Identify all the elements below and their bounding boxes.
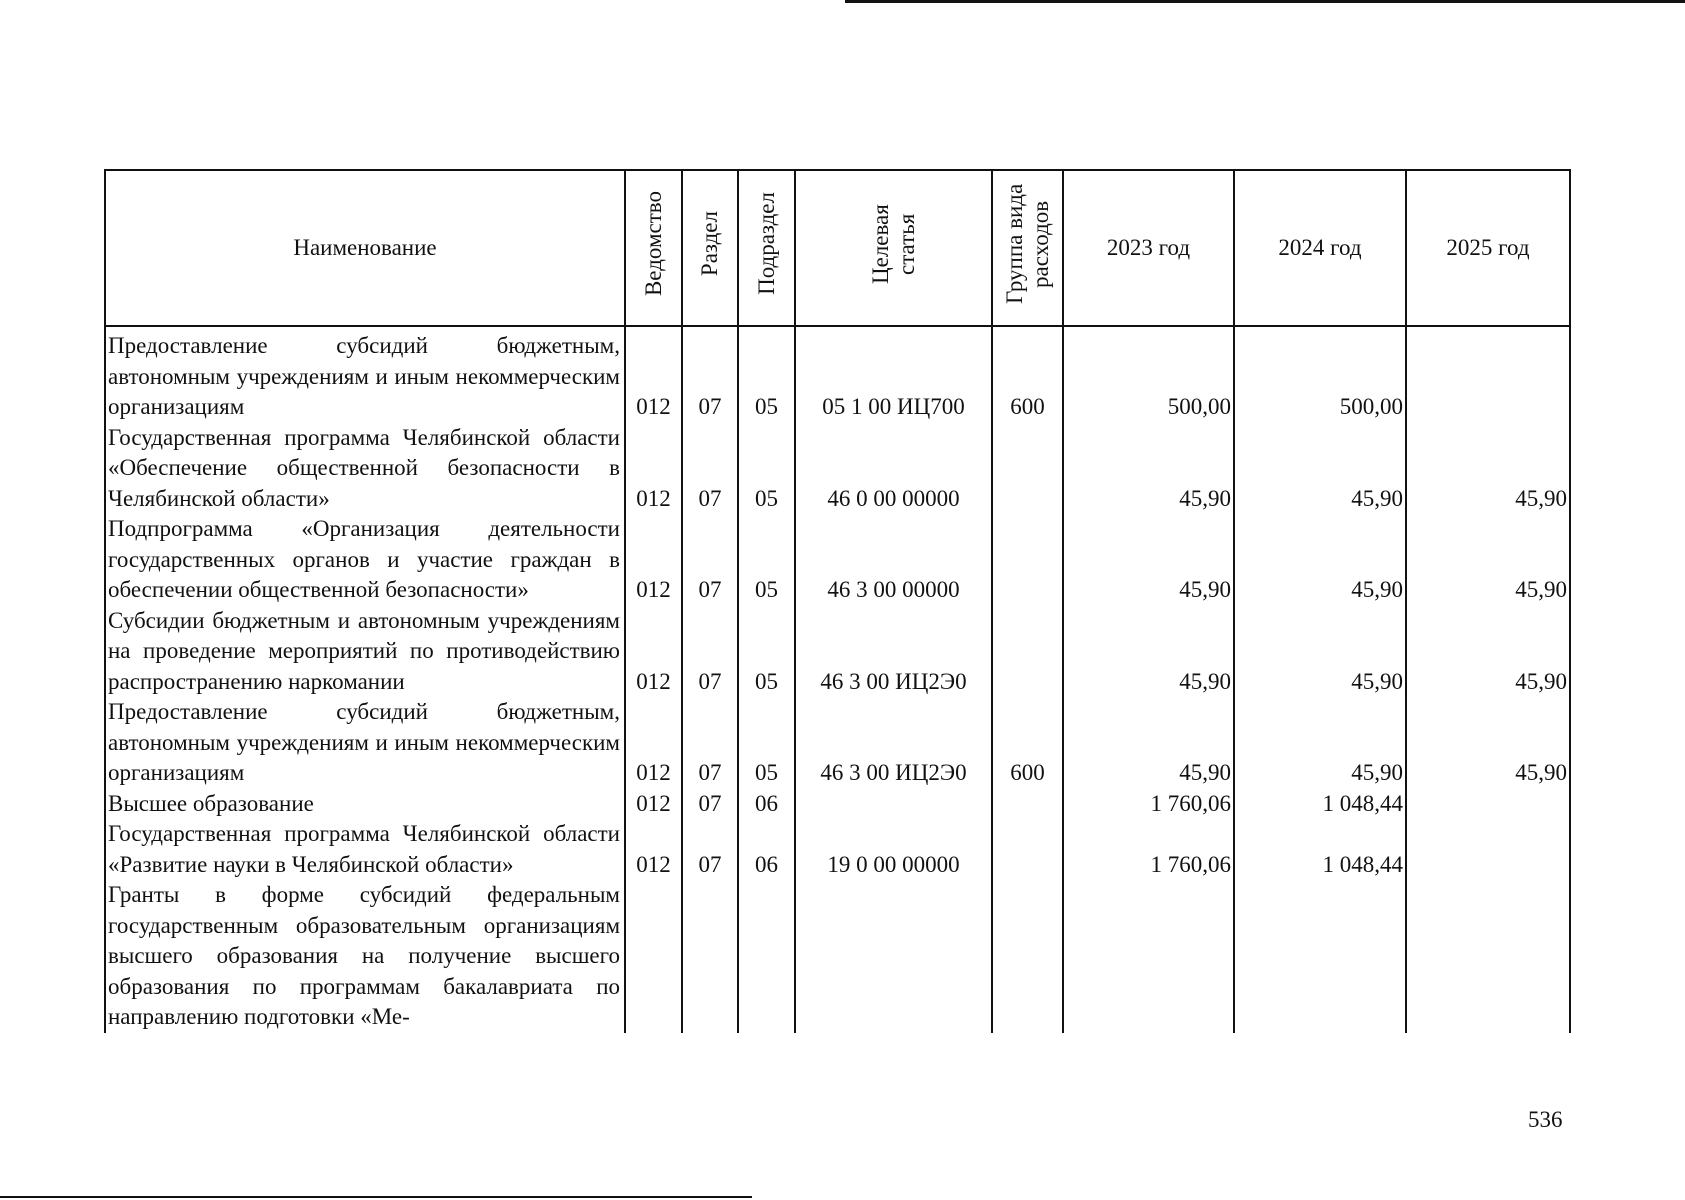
row-2025	[1406, 326, 1570, 423]
row-name: Предоставление субсидий бюджетным, автономным учреждениям и иным некоммерческим организациям	[105, 697, 625, 789]
row-vedomstvo: 012	[625, 423, 682, 515]
row-celevaya-statya: 46 3 00 00000	[795, 514, 992, 606]
row-podrazdel: 05	[738, 606, 795, 698]
row-vid-rashodov	[992, 423, 1063, 515]
row-2025	[1406, 880, 1570, 1033]
row-razdel: 07	[682, 514, 738, 606]
row-2025: 45,90	[1406, 514, 1570, 606]
row-2025: 45,90	[1406, 697, 1570, 789]
row-vid-rashodov: 600	[992, 326, 1063, 423]
row-2024	[1234, 880, 1406, 1033]
row-2023: 45,90	[1063, 697, 1234, 789]
row-name: Государственная программа Челябинской области «Развитие науки в Челябинской области»	[105, 819, 625, 880]
row-2023: 500,00	[1063, 326, 1234, 423]
row-2024: 1 048,44	[1234, 789, 1406, 820]
row-vedomstvo	[625, 880, 682, 1033]
row-podrazdel: 06	[738, 819, 795, 880]
row-celevaya-statya: 19 0 00 00000	[795, 819, 992, 880]
row-celevaya-statya: 46 0 00 00000	[795, 423, 992, 515]
row-name: Подпрограмма «Организация деятельности государственных органов и участие граждан в обеспечении общественной безопасности»	[105, 514, 625, 606]
row-2024: 45,90	[1234, 697, 1406, 789]
page-number: 536	[1528, 1107, 1563, 1132]
table-row	[105, 514, 1570, 606]
row-vid-rashodov	[992, 514, 1063, 606]
row-celevaya-statya: 46 3 00 ИЦ2Э0	[795, 697, 992, 789]
row-razdel: 07	[682, 819, 738, 880]
top-border-line	[845, 0, 1685, 3]
row-vid-rashodov	[992, 606, 1063, 698]
row-2023: 45,90	[1063, 606, 1234, 698]
header-razdel: Раздел	[682, 170, 738, 326]
bottom-border-line	[0, 1196, 752, 1198]
row-2024: 45,90	[1234, 606, 1406, 698]
row-2023: 1 760,06	[1063, 789, 1234, 820]
row-2025	[1406, 819, 1570, 880]
row-razdel: 07	[682, 423, 738, 515]
row-celevaya-statya: 46 3 00 ИЦ2Э0	[795, 606, 992, 698]
row-podrazdel	[738, 880, 795, 1033]
row-razdel: 07	[682, 326, 738, 423]
row-vid-rashodov	[992, 789, 1063, 820]
row-2025: 45,90	[1406, 423, 1570, 515]
row-vid-rashodov: 600	[992, 697, 1063, 789]
row-2024: 500,00	[1234, 326, 1406, 423]
row-2024: 1 048,44	[1234, 819, 1406, 880]
header-2023: 2023 год	[1063, 170, 1234, 326]
row-name: Высшее образование	[105, 789, 625, 820]
row-name: Субсидии бюджетным и автономным учреждениям на проведение мероприятий по противодействию распространению наркомании	[105, 606, 625, 698]
header-2025: 2025 год	[1406, 170, 1570, 326]
table-row	[105, 326, 1570, 423]
row-vedomstvo: 012	[625, 789, 682, 820]
row-vedomstvo: 012	[625, 606, 682, 698]
row-podrazdel: 05	[738, 514, 795, 606]
row-vid-rashodov	[992, 819, 1063, 880]
row-vedomstvo: 012	[625, 819, 682, 880]
header-2024: 2024 год	[1234, 170, 1406, 326]
row-vedomstvo: 012	[625, 697, 682, 789]
row-2025: 45,90	[1406, 606, 1570, 698]
row-vid-rashodov	[992, 880, 1063, 1033]
table-row	[105, 423, 1570, 515]
row-2023	[1063, 880, 1234, 1033]
row-razdel: 07	[682, 697, 738, 789]
row-vedomstvo: 012	[625, 514, 682, 606]
header-vedomstvo: Ведомство	[625, 170, 682, 326]
row-razdel	[682, 880, 738, 1033]
row-2024: 45,90	[1234, 514, 1406, 606]
table-row	[105, 697, 1570, 789]
row-2023: 45,90	[1063, 423, 1234, 515]
row-celevaya-statya	[795, 880, 992, 1033]
header-gruppa-vida-rashodov: Группа вида расходов	[992, 170, 1063, 326]
row-vedomstvo: 012	[625, 326, 682, 423]
header-podrazdel: Подраздел	[738, 170, 795, 326]
row-podrazdel: 05	[738, 697, 795, 789]
table-row	[105, 880, 1570, 1033]
row-podrazdel: 05	[738, 326, 795, 423]
table-row	[105, 789, 1570, 820]
row-razdel: 07	[682, 789, 738, 820]
row-name: Предоставление субсидий бюджетным, автономным учреждениям и иным некоммерческим организациям	[105, 326, 625, 423]
row-2025	[1406, 789, 1570, 820]
header-celevaya-statya: Целевая статья	[795, 170, 992, 326]
row-name: Гранты в форме субсидий федеральным государственным образовательным организациям высшего образования на получение высшего образования по программам бакалавриата по направлению подготовки «Ме-	[105, 880, 625, 1033]
row-podrazdel: 05	[738, 423, 795, 515]
header-name: Наименование	[105, 170, 625, 326]
row-celevaya-statya: 05 1 00 ИЦ700	[795, 326, 992, 423]
budget-table	[104, 169, 1571, 1033]
row-2024: 45,90	[1234, 423, 1406, 515]
table-header-row	[105, 170, 1570, 326]
row-razdel: 07	[682, 606, 738, 698]
row-2023: 1 760,06	[1063, 819, 1234, 880]
row-celevaya-statya	[795, 789, 992, 820]
row-podrazdel: 06	[738, 789, 795, 820]
row-2023: 45,90	[1063, 514, 1234, 606]
row-name: Государственная программа Челябинской области «Обеспечение общественной безопасности в Челябинской области»	[105, 423, 625, 515]
table-row	[105, 606, 1570, 698]
table-row	[105, 819, 1570, 880]
